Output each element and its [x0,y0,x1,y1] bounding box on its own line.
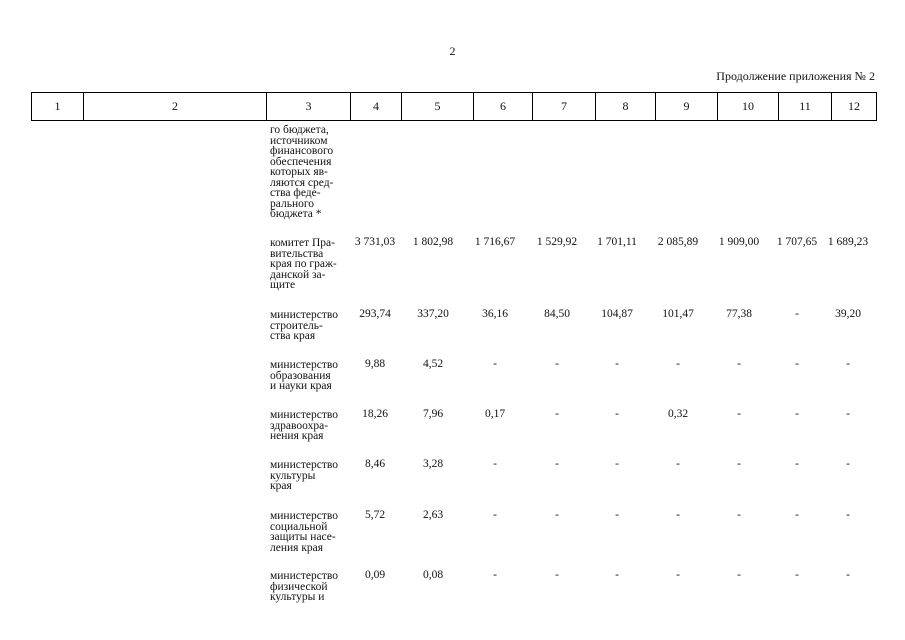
row-label: го бюджета, источником финансового обеспечения которых яв- ляются сред- ства феде- рального бюджета * [270,124,334,220]
table-cell: - [737,358,741,370]
table-cell: - [555,458,559,470]
table-cell: 77,38 [726,308,752,320]
table-cell: 7,96 [422,408,444,420]
table-cell: - [846,458,850,470]
table-cell: - [676,569,680,581]
table-cell: 84,50 [544,308,570,320]
table-cell: 1 909,00 [718,236,760,248]
table-cell: 0,08 [422,569,444,581]
row-label: министерство физической культуры и [270,570,338,603]
table-cell: - [795,569,799,581]
table-cell: 5,72 [364,509,386,521]
row-label: министерство строитель- ства края [270,309,338,342]
table-cell: - [555,358,559,370]
column-header: 5 [402,93,474,121]
column-header: 12 [832,93,877,121]
table-cell: 3,28 [422,458,444,470]
table-cell: - [795,458,799,470]
table-cell: - [846,408,850,420]
row-label: комитет Пра- вительства края по граж- данской за- щите [270,237,337,291]
table-cell: 337,20 [417,308,449,320]
table-cell: - [555,509,559,521]
table-cell: 2 085,89 [657,236,699,248]
table-cell: 4,52 [422,358,444,370]
table-cell: - [846,569,850,581]
row-label: министерство здравоохра- нения края [270,409,338,442]
table-cell: - [737,509,741,521]
table-cell: 293,74 [359,308,391,320]
table-cell: - [615,509,619,521]
column-header: 4 [351,93,402,121]
table-cell: - [795,308,799,320]
table-cell: 1 689,23 [827,236,869,248]
table-cell: 1 707,65 [776,236,818,248]
table-cell: - [615,458,619,470]
table-cell: - [795,408,799,420]
table-cell: 9,88 [364,358,386,370]
column-header: 1 [32,93,84,121]
column-header: 9 [656,93,718,121]
column-header: 11 [779,93,832,121]
table-cell: - [737,569,741,581]
table-cell: - [795,509,799,521]
table-cell: 1 701,11 [597,236,637,248]
table-cell: - [795,358,799,370]
table-cell: - [737,408,741,420]
table-cell: - [493,509,497,521]
column-header: 2 [84,93,267,121]
column-header: 8 [596,93,656,121]
table-cell: - [737,458,741,470]
table-cell: 0,32 [667,408,689,420]
table-cell: 3 731,03 [354,236,396,248]
table-cell: 0,09 [364,569,386,581]
table-cell: - [846,358,850,370]
table-cell: 101,47 [662,308,694,320]
table-cell: 2,63 [422,509,444,521]
column-header: 3 [267,93,351,121]
table-cell: 0,17 [484,408,506,420]
row-label: министерство образования и науки края [270,359,338,392]
table-cell: 36,16 [482,308,508,320]
table-cell: - [676,458,680,470]
table-cell: 104,87 [601,308,633,320]
table-cell: - [615,408,619,420]
table-cell: - [555,569,559,581]
table-cell: - [676,358,680,370]
page-number: 2 [449,44,456,58]
column-header: 10 [718,93,779,121]
table-cell: - [615,569,619,581]
continuation-caption: Продолжение приложения № 2 [716,69,875,83]
table-cell: - [555,408,559,420]
table-cell: - [615,358,619,370]
table-cell: - [493,358,497,370]
table-cell: - [493,569,497,581]
column-header: 7 [533,93,596,121]
table-cell: 18,26 [362,408,388,420]
table-cell: 8,46 [364,458,386,470]
table-cell: - [676,509,680,521]
header-row [32,93,877,121]
table-cell: - [493,458,497,470]
table-cell: 1 802,98 [412,236,454,248]
table-cell: 39,20 [835,308,861,320]
table-cell: 1 529,92 [536,236,578,248]
table-cell: - [846,509,850,521]
table-cell: 1 716,67 [474,236,516,248]
row-label: министерство культуры края [270,459,338,492]
column-header: 6 [474,93,533,121]
header-table [31,92,877,121]
row-label: министерство социальной защиты насе- ления края [270,510,338,554]
